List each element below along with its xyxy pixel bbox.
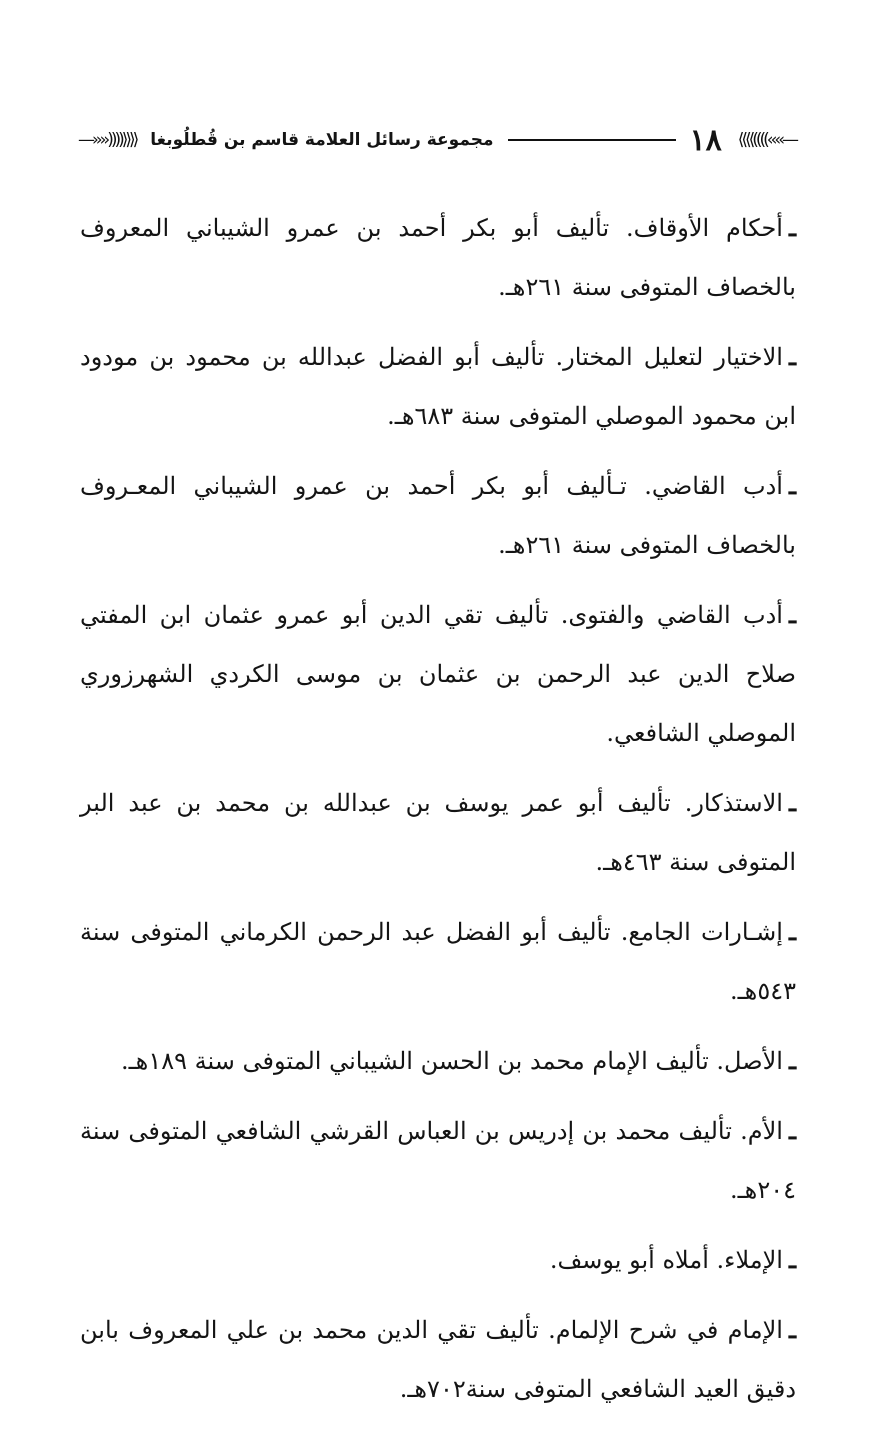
- list-marker: ـ: [788, 788, 796, 817]
- list-marker: ـ: [788, 917, 796, 946]
- header-ornament-right: ⟨⟨⟨⟨((((‹‹‹‹—: [737, 130, 796, 150]
- list-item: [80, 198, 796, 317]
- book-title: مجموعة رسائل العلامة قاسم بن قُطلُوبغا: [150, 130, 494, 150]
- list-item: [80, 585, 796, 763]
- entry-text: الاختيار لتعليل المختار. تأليف أبو الفضل عبدالله بن محمود بن مودود ابن محمود الموصلي المتوفى سنة ٦٨٣هـ.: [80, 343, 796, 430]
- header-rule: [508, 139, 676, 141]
- list-marker: ـ: [788, 1245, 796, 1274]
- list-item: [80, 1101, 796, 1220]
- list-marker: ـ: [788, 471, 796, 500]
- page-header: [78, 118, 796, 162]
- list-item: [80, 902, 796, 1021]
- entry-text: الأم. تأليف محمد بن إدريس بن العباس القرشي الشافعي المتوفى سنة ٢٠٤هـ.: [80, 1117, 796, 1204]
- list-item: [80, 773, 796, 892]
- entry-text: الاستذكار. تأليف أبو عمر يوسف بن عبدالله بن محمد بن عبد البر المتوفى سنة ٤٦٣هـ.: [80, 789, 796, 876]
- page-number: ١٨: [689, 122, 722, 158]
- entry-text: الأصل. تأليف الإمام محمد بن الحسن الشيباني المتوفى سنة ١٨٩هـ.: [121, 1047, 783, 1075]
- list-item: [80, 1300, 796, 1419]
- list-marker: ـ: [788, 342, 796, 371]
- list-item: [80, 456, 796, 575]
- list-marker: ـ: [788, 1116, 796, 1145]
- entry-text: إشـارات الجامع. تأليف أبو الفضل عبد الرحمن الكرماني المتوفى سنة ٥٤٣هـ.: [80, 918, 796, 1005]
- entry-text: أحكام الأوقاف. تأليف أبو بكر أحمد بن عمرو الشيباني المعروف بالخصاف المتوفى سنة ٢٦١هـ.: [80, 214, 796, 301]
- list-marker: ـ: [788, 600, 796, 629]
- bibliography-list: [80, 198, 796, 1429]
- list-marker: ـ: [788, 213, 797, 242]
- list-marker: ـ: [788, 1315, 796, 1344]
- list-item: [80, 1230, 796, 1290]
- entry-text: أدب القاضي والفتوى. تأليف تقي الدين أبو عمرو عثمان ابن المفتي صلاح الدين عبد الرحمن بن عثمان بن موسى الكردي الشهرزوري الموصلي الشافعي.: [80, 601, 796, 747]
- header-ornament-left: —››››))))⟩⟩⟩⟩: [78, 130, 137, 150]
- list-item: [80, 1031, 796, 1091]
- entry-text: أدب القاضي. تـأليف أبو بكر أحمد بن عمرو الشيباني المعـروف بالخصاف المتوفى سنة ٢٦١هـ.: [80, 472, 796, 559]
- list-marker: ـ: [788, 1046, 796, 1075]
- entry-text: الإملاء. أملاه أبو يوسف.: [549, 1246, 783, 1274]
- list-item: [80, 327, 796, 446]
- entry-text: الإمام في شرح الإلمام. تأليف تقي الدين محمد بن علي المعروف بابن دقيق العيد الشافعي المتوفى سنة٧٠٢هـ.: [80, 1316, 796, 1403]
